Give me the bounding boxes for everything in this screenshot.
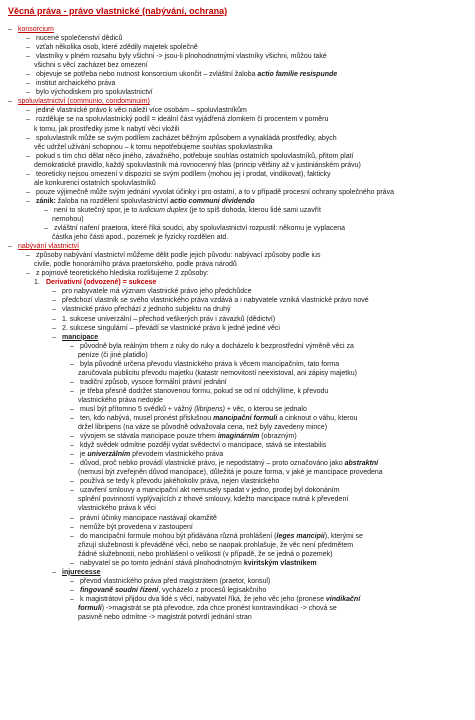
text-segment: není to skutečný spor, je to bbox=[54, 206, 140, 214]
outline-line bbox=[8, 287, 467, 296]
outline-line bbox=[8, 61, 467, 70]
bullet-marker: – bbox=[70, 523, 74, 531]
bullet-marker: – bbox=[70, 577, 74, 585]
outline-line bbox=[8, 351, 467, 360]
text-segment: + věc, o kterou se jednalo bbox=[224, 405, 307, 413]
text-segment: Derivativní (odvozené) = sukcese bbox=[46, 279, 157, 287]
text-segment: nucené společenství dědiců bbox=[36, 35, 123, 43]
text-segment: nemohou) bbox=[52, 215, 84, 223]
outline-line bbox=[8, 233, 467, 242]
outline-line bbox=[8, 79, 467, 88]
bullet-marker: – bbox=[44, 225, 48, 233]
outline-line bbox=[8, 595, 467, 604]
bullet-marker: – bbox=[70, 387, 74, 395]
bullet-marker: – bbox=[70, 586, 74, 594]
outline-line bbox=[8, 278, 467, 287]
text-segment: vlastnické právo přechází z jednoho subjektu na druhý bbox=[62, 306, 231, 314]
bullet-marker: – bbox=[70, 442, 74, 450]
bullet-marker: – bbox=[70, 378, 74, 386]
outline-line bbox=[8, 197, 467, 206]
outline-line bbox=[8, 179, 467, 188]
bullet-marker: – bbox=[70, 487, 74, 495]
text-segment: pro nabyvatele má význam vlastnické právo jeho předchůdce bbox=[62, 288, 252, 296]
text-segment: věc udržel užívání schopnou – k tomu nepotřebujeme souhlas spoluvlastníka bbox=[34, 143, 273, 151]
outline-line bbox=[8, 369, 467, 378]
text-segment: k magistrátovi přijdou dva lidé s věcí, nabyvatel říká, že jeho věc jeho (pronese bbox=[80, 595, 326, 603]
text-segment: civile, podle honorárního práva praetorského, podle práva národů bbox=[34, 261, 237, 269]
outline-line bbox=[8, 34, 467, 43]
bullet-marker: – bbox=[70, 478, 74, 486]
outline-line bbox=[8, 143, 467, 152]
outline-line bbox=[8, 43, 467, 52]
bullet-marker: – bbox=[52, 315, 56, 323]
text-segment: vývojem se stávala mancipace pouze trhem bbox=[80, 433, 218, 441]
bullet-marker: – bbox=[70, 433, 74, 441]
text-segment: splnění povinností vyplývajících z trhové smlouvy, kdežto mancipace nutná k převedení bbox=[78, 496, 349, 504]
bullet-marker: – bbox=[26, 71, 30, 79]
bullet-marker: – bbox=[44, 206, 48, 214]
text-segment: 2. sukcese singulární – převádí se vlastnické právo k jedné jediné věci bbox=[62, 324, 280, 332]
text-segment: původně byla reálným trhem z ruky do ruky a docházelo k bezprostřední výměně věci za bbox=[80, 342, 354, 350]
outline-line bbox=[8, 342, 467, 351]
outline-line bbox=[8, 70, 467, 79]
text-segment: převodem vlastnického práva bbox=[130, 451, 224, 459]
text-segment: jediné vlastnické právo k věci náleží více osobám – spoluvlastníkům bbox=[36, 107, 247, 115]
text-segment: pouze výjimečně může svým jednání vyvolat účinky i pro ostatní, a to v případě procesní ochrany společného práva bbox=[36, 188, 394, 196]
text-segment: nabyvatel se po tomto jednání stává plnohodnotným bbox=[80, 559, 244, 567]
outline-line bbox=[8, 586, 467, 595]
text-segment: institut archaického práva bbox=[36, 80, 116, 88]
text-segment: převod vlastnického práva před magistrátem (praetor, konsul) bbox=[80, 577, 271, 585]
outline-line bbox=[8, 468, 467, 477]
outline-line bbox=[8, 305, 467, 314]
bullet-marker: – bbox=[52, 297, 56, 305]
outline-line bbox=[8, 224, 467, 233]
text-segment: rozděluje se na spoluvlastnický podíl = ideální část vyjádřená zlomkem či procentem v poměru bbox=[36, 116, 329, 124]
bullet-marker: – bbox=[52, 324, 56, 332]
outline-line bbox=[8, 523, 467, 532]
text-segment: teoreticky nejsou omezení v dispozici se svým podílem (mohou jej i prodat, vindikovat), fakticky bbox=[36, 170, 331, 178]
outline-line bbox=[8, 541, 467, 550]
text-segment: všichni s věcí zacházet bez omezení bbox=[34, 62, 148, 70]
bullet-marker: 1. bbox=[34, 279, 40, 287]
outline-line bbox=[8, 251, 467, 260]
text-segment: ale konkurenci ostatních spoluvlastníků bbox=[34, 179, 156, 187]
text-segment: nabývání vlastnictví bbox=[18, 243, 80, 251]
outline-line bbox=[8, 559, 467, 568]
text-segment: je třeba přesně dodržet stanovenou formu, pokud se od ní odchýlíme, k převodu bbox=[80, 387, 329, 395]
outline-line bbox=[8, 486, 467, 495]
outline-line bbox=[8, 477, 467, 486]
outline-line bbox=[8, 577, 467, 586]
text-segment: způsoby nabývání vlastnictví můžeme dělit podle jejich původu: nabývací způsoby podle ius bbox=[36, 252, 321, 260]
text-segment: když svědek odmítne později vydat svědectví o mancipace, stává se intestabilis bbox=[80, 442, 327, 450]
text-segment: do mancipační formule mohou být přidávána různá prohlášení ( bbox=[80, 532, 277, 540]
outline-list bbox=[8, 25, 467, 622]
text-segment: formuli bbox=[78, 605, 102, 612]
outline-line bbox=[8, 432, 467, 441]
bullet-marker: – bbox=[26, 270, 30, 278]
bullet-marker: – bbox=[26, 80, 30, 88]
text-segment: žaloba na rozdělení spoluvlastnictví bbox=[57, 197, 171, 205]
text-segment: zánik: bbox=[36, 197, 58, 205]
text-segment: leges mancipii bbox=[276, 532, 325, 540]
text-segment: žádné služebnosti, nebo prohlášení o velikosti (v případě, že se jedná o pozemek) bbox=[78, 550, 333, 558]
text-segment: je bbox=[80, 451, 88, 459]
outline-line bbox=[8, 296, 467, 305]
bullet-marker: – bbox=[26, 89, 30, 97]
bullet-marker: – bbox=[70, 559, 74, 567]
outline-line bbox=[8, 568, 467, 577]
text-segment: demokratické pravidlo, každý spoluvlastník má rovnocenný hlas (princip většiny až v justiniánském právu) bbox=[34, 161, 361, 169]
outline-line bbox=[8, 315, 467, 324]
outline-line bbox=[8, 206, 467, 215]
bullet-marker: – bbox=[26, 107, 30, 115]
outline-line bbox=[8, 269, 467, 278]
bullet-marker: – bbox=[8, 26, 12, 33]
text-segment: (libripens) bbox=[194, 405, 225, 413]
text-segment: kviritským vlastníkem bbox=[243, 559, 317, 567]
text-segment: pokud s tím chci dělat něco jiného, závažného, potřebuje souhlas ostatních spoluvlastníků, přitom platí bbox=[36, 152, 354, 160]
text-segment: ), kterými se bbox=[324, 532, 363, 540]
outline-line bbox=[8, 242, 467, 251]
outline-line bbox=[8, 88, 467, 97]
bullet-marker: – bbox=[70, 405, 74, 413]
text-segment: uzavření smlouvy a mancipační akt nemusely spadat v jedno, prodej byl dokonáním bbox=[80, 487, 340, 495]
document-title: Věcná práva - právo vlastnické (nabývání, ochrana) bbox=[8, 6, 228, 16]
bullet-marker: – bbox=[70, 595, 74, 603]
bullet-marker: – bbox=[26, 35, 30, 43]
text-segment: spoluvlastnictví (communio, condominuim) bbox=[18, 98, 150, 106]
text-segment: držel libripens (na váze se původně odvažovala cena, než byly zavedeny mince) bbox=[78, 424, 328, 432]
bullet-marker: – bbox=[26, 152, 30, 160]
bullet-marker: – bbox=[26, 170, 30, 178]
bullet-marker: – bbox=[70, 451, 74, 459]
outline-line bbox=[8, 152, 467, 161]
bullet-marker: – bbox=[26, 188, 30, 196]
bullet-marker: – bbox=[52, 333, 56, 341]
text-segment: actio communi dividendo bbox=[170, 197, 255, 205]
outline-line bbox=[8, 405, 467, 414]
text-segment: iudicium duplex bbox=[139, 206, 188, 214]
bullet-marker: – bbox=[26, 44, 30, 52]
text-segment: zřizují služebnosti k převáděné věci, nebo se naopak prohlašuje, že věc není předmětem bbox=[78, 541, 354, 549]
text-segment: nemůže být provedena v zastoupení bbox=[80, 523, 193, 531]
text-segment: byla původně určena převodu vlastnického práva k věcem mancipačním, tato forma bbox=[80, 360, 340, 368]
outline-line bbox=[8, 161, 467, 170]
outline-line bbox=[8, 215, 467, 224]
bullet-marker: – bbox=[52, 306, 56, 314]
text-segment: objevuje se potřeba nebo nutnost konsorcium ukončit – zvláštní žaloba bbox=[36, 71, 258, 79]
bullet-marker: – bbox=[70, 415, 74, 423]
outline-line bbox=[8, 414, 467, 423]
outline-line bbox=[8, 387, 467, 396]
outline-line bbox=[8, 188, 467, 197]
text-segment: mancipace bbox=[62, 333, 99, 341]
text-segment: tradiční způsob, vysoce formální právní jednání bbox=[80, 378, 227, 386]
text-segment: bylo východiskem pro spoluvlastnictví bbox=[36, 89, 153, 97]
text-segment: spoluvlastník může se svým podílem zacházet běžným způsobem a vynakládá prostředky, abych bbox=[36, 134, 337, 142]
outline-line bbox=[8, 459, 467, 468]
text-segment: částka jeho části apod., pozemek je fyzicky rozdělen atd. bbox=[52, 234, 229, 242]
text-segment: univerzálním bbox=[87, 451, 131, 459]
bullet-marker: – bbox=[26, 252, 30, 260]
text-segment: ) ->magistrát se ptá převodce, zda chce pronést kontravindikaci -> chová se bbox=[101, 605, 337, 612]
bullet-marker: – bbox=[70, 514, 74, 522]
text-segment: z pojmově teoretického hlediska rozlišujeme 2 způsoby: bbox=[36, 270, 209, 278]
bullet-marker: – bbox=[26, 197, 30, 205]
bullet-marker: – bbox=[26, 116, 30, 124]
text-segment: a cinknout o váhu, kterou bbox=[277, 415, 358, 423]
outline-line bbox=[8, 423, 467, 432]
outline-line bbox=[8, 604, 467, 613]
outline-line bbox=[8, 97, 467, 106]
outline-line bbox=[8, 115, 467, 124]
outline-line bbox=[8, 333, 467, 342]
text-segment: peníze (či jiné platidlo) bbox=[78, 351, 148, 359]
bullet-marker: – bbox=[70, 342, 74, 350]
outline-line bbox=[8, 170, 467, 179]
text-segment: fingovaně soudní řízení bbox=[80, 586, 159, 594]
text-segment: actio familie resispunde bbox=[257, 71, 338, 79]
outline-line bbox=[8, 378, 467, 387]
outline-line bbox=[8, 52, 467, 61]
outline-line bbox=[8, 613, 467, 622]
outline-line bbox=[8, 495, 467, 504]
outline-line bbox=[8, 550, 467, 559]
text-segment: (nemusí být zveřejněn důvod mancipace), důležitá je pouze forma, v jaké je mancipace provedena bbox=[78, 469, 383, 477]
bullet-marker: – bbox=[8, 98, 12, 106]
text-segment: abstraktní bbox=[344, 460, 379, 468]
outline-line bbox=[8, 360, 467, 369]
outline-line bbox=[8, 134, 467, 143]
outline-line bbox=[8, 441, 467, 450]
text-segment: , vycházelo z procesů legisakčního bbox=[158, 586, 267, 594]
text-segment: k tomu, jak prostředky jsme k nabytí věci vložili bbox=[34, 125, 180, 133]
text-segment: imaginárním bbox=[217, 433, 260, 441]
text-segment: (je to spíš dohoda, kterou lidé sami uzavřít bbox=[187, 206, 321, 214]
bullet-marker: – bbox=[26, 53, 30, 61]
bullet-marker: – bbox=[26, 134, 30, 142]
text-segment: konsorcium bbox=[18, 26, 54, 33]
outline-line bbox=[8, 106, 467, 115]
text-segment: používá se tedy k převodu jakéhokoliv práva, nejen vlastnického bbox=[80, 478, 280, 486]
outline-line bbox=[8, 504, 467, 513]
outline-line bbox=[8, 532, 467, 541]
text-segment: injurecesse bbox=[62, 568, 101, 576]
bullet-marker: – bbox=[70, 460, 74, 468]
text-segment: předchozí vlastník se svého vlastnického práva vzdává a i nabyvatele vzniká vlastnické právo nové bbox=[62, 297, 369, 305]
text-segment: zvláštní naření praetora, které říká soudci, aby spoluvlastnictví rozpustil: někomu je vyplacena bbox=[54, 225, 346, 233]
text-segment: vlastnického práva k věci bbox=[78, 505, 156, 513]
outline-line bbox=[8, 25, 467, 34]
text-segment: vindikační bbox=[325, 595, 361, 603]
outline-line bbox=[8, 514, 467, 523]
text-segment: musí být přítomno 5 svědků + vážný bbox=[80, 405, 195, 413]
text-segment: (obrazným) bbox=[259, 433, 297, 441]
outline-line bbox=[8, 125, 467, 134]
text-segment: zaručovala publicitu převodu majetku (katastr nemovitostí neexistoval, ani zápisy majetku) bbox=[78, 369, 357, 377]
text-segment: vlastníky v plném rozsahu byly všichni -> jsou-li plnohodnotnými vlastníky všichni, můžou také bbox=[36, 53, 327, 61]
bullet-marker: – bbox=[70, 360, 74, 368]
bullet-marker: – bbox=[52, 568, 56, 576]
bullet-marker: – bbox=[70, 532, 74, 540]
outline-line bbox=[8, 450, 467, 459]
text-segment: mancipační formuli bbox=[213, 415, 278, 423]
text-segment: pasivně nebo odmítne -> magistrát potvrdí jednání stran bbox=[78, 614, 252, 622]
text-segment: vzťah několika osob, které zdědily majetek společně bbox=[36, 44, 198, 52]
outline-line bbox=[8, 324, 467, 333]
bullet-marker: – bbox=[52, 288, 56, 296]
text-segment: právní účinky mancipace nastávají okamžitě bbox=[80, 514, 217, 522]
outline-line bbox=[8, 260, 467, 269]
text-segment: důvod, proč nebko provádí vlastnické právo, je nepodstatný – proto označováno jako bbox=[80, 460, 345, 468]
text-segment: vlastnického práva nedojde bbox=[78, 396, 163, 404]
text-segment: 1. sukcese univerzální – přechod veškerých práv i závazků (dědictví) bbox=[62, 315, 276, 323]
bullet-marker: – bbox=[8, 243, 12, 251]
text-segment: ten, kdo nabývá, musel pronést přislušnou bbox=[80, 415, 214, 423]
outline-line bbox=[8, 396, 467, 405]
